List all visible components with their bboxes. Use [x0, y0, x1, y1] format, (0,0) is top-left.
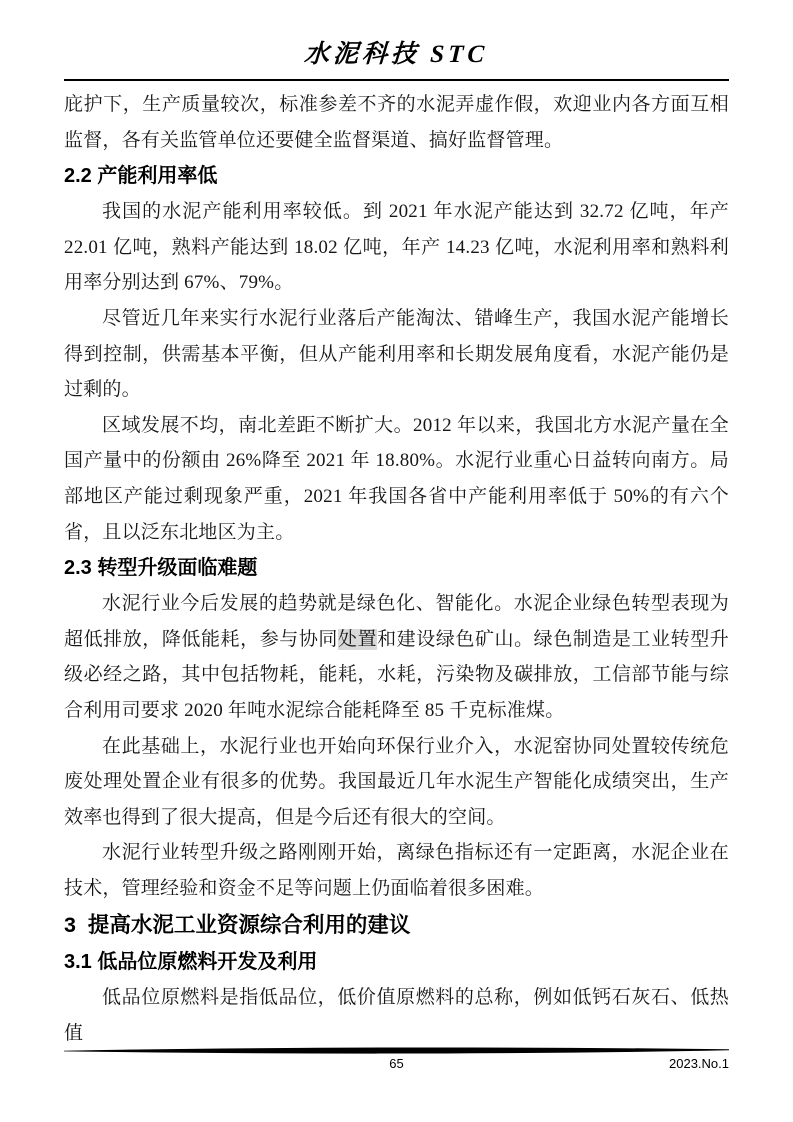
header-rule	[64, 79, 729, 81]
footer-decorative-bar	[64, 1046, 729, 1055]
text-segment: 和建设绿色矿山。绿色制造是工业转型升级必经之路，其中包括物耗，能耗，水耗，污染物及碳排放，工信部节能与综合利用司要求 2020 年吨水泥综合能耗降至 85 千克标准煤。	[64, 628, 729, 721]
footer-row	[64, 1056, 729, 1076]
paragraph	[64, 729, 729, 836]
paragraph	[64, 980, 729, 1051]
text-segment: 区域发展不均，南北差距不断扩大。2012 年以来，我国北方水泥产量在全国产量中的份额由 26%降至 2021 年 18.80%。水泥行业重心日益转向南方。局部地区产能过剩现象严重，2021 年我国各省中产能利用率低于 50%的有六个省，且以泛东北地区为主。	[64, 414, 729, 543]
text-segment: 庇护下，生产质量较次，标准参差不齐的水泥弄虚作假，欢迎业内各方面互相监督，各有关监管单位还要健全监督渠道、搞好监督管理。	[64, 94, 729, 151]
paragraph	[64, 408, 729, 550]
text-segment: 水泥行业转型升级之路刚刚开始，离绿色指标还有一定距离，水泥企业在技术，管理经验和资金不足等问题上仍面临着很多困难。	[64, 842, 729, 899]
text-segment: 尽管近几年来实行水泥行业落后产能淘汰、错峰生产，我国水泥产能增长得到控制，供需基本平衡，但从产能利用率和长期发展角度看，水泥产能仍是过剩的。	[64, 307, 729, 401]
journal-title: 水泥科技 STC	[303, 41, 490, 68]
page-footer	[64, 1046, 729, 1076]
text-segment: 我国的水泥产能利用率较低。到 2021 年水泥产能达到 32.72 亿吨，年产 22.01 亿吨，熟料产能达到 18.02 亿吨，年产 14.23 亿吨，水泥利用率和熟料利用率分别达到 67%、79%。	[64, 201, 729, 294]
section-heading-level2: 2.3 转型升级面临难题	[64, 557, 258, 580]
highlighted-text: 处置	[337, 628, 378, 650]
text-segment: 水泥行业今后发展的趋势就是绿色化、智能化。水泥企业绿色转型表现为超低排放，降低能耗，参与协同	[64, 593, 729, 650]
page-header	[64, 40, 729, 81]
issue-number: 2023.No.1	[669, 1056, 729, 1071]
text-segment: 低品位原燃料是指低品位，低价值原燃料的总称，例如低钙石灰石、低热值	[64, 987, 729, 1045]
text-segment: 在此基础上，水泥行业也开始向环保行业介入，水泥窑协同处置较传统危废处理处置企业有很多的优势。我国最近几年水泥生产智能化成绩突出，生产效率也得到了很大提高，但是今后还有很大的空间。	[64, 735, 729, 828]
section-heading-level2: 3.1 低品位原燃料开发及利用	[64, 951, 318, 974]
paragraph	[64, 835, 729, 906]
paragraph	[64, 194, 729, 301]
section-heading-level1: 3 提高水泥工业资源综合利用的建议	[64, 913, 411, 938]
paragraph	[64, 301, 729, 408]
page-number: 65	[389, 1056, 404, 1071]
section-heading-level2: 2.2 产能利用率低	[64, 165, 218, 188]
content-area	[64, 87, 729, 1052]
paragraph	[64, 586, 729, 728]
paragraph	[64, 87, 729, 158]
